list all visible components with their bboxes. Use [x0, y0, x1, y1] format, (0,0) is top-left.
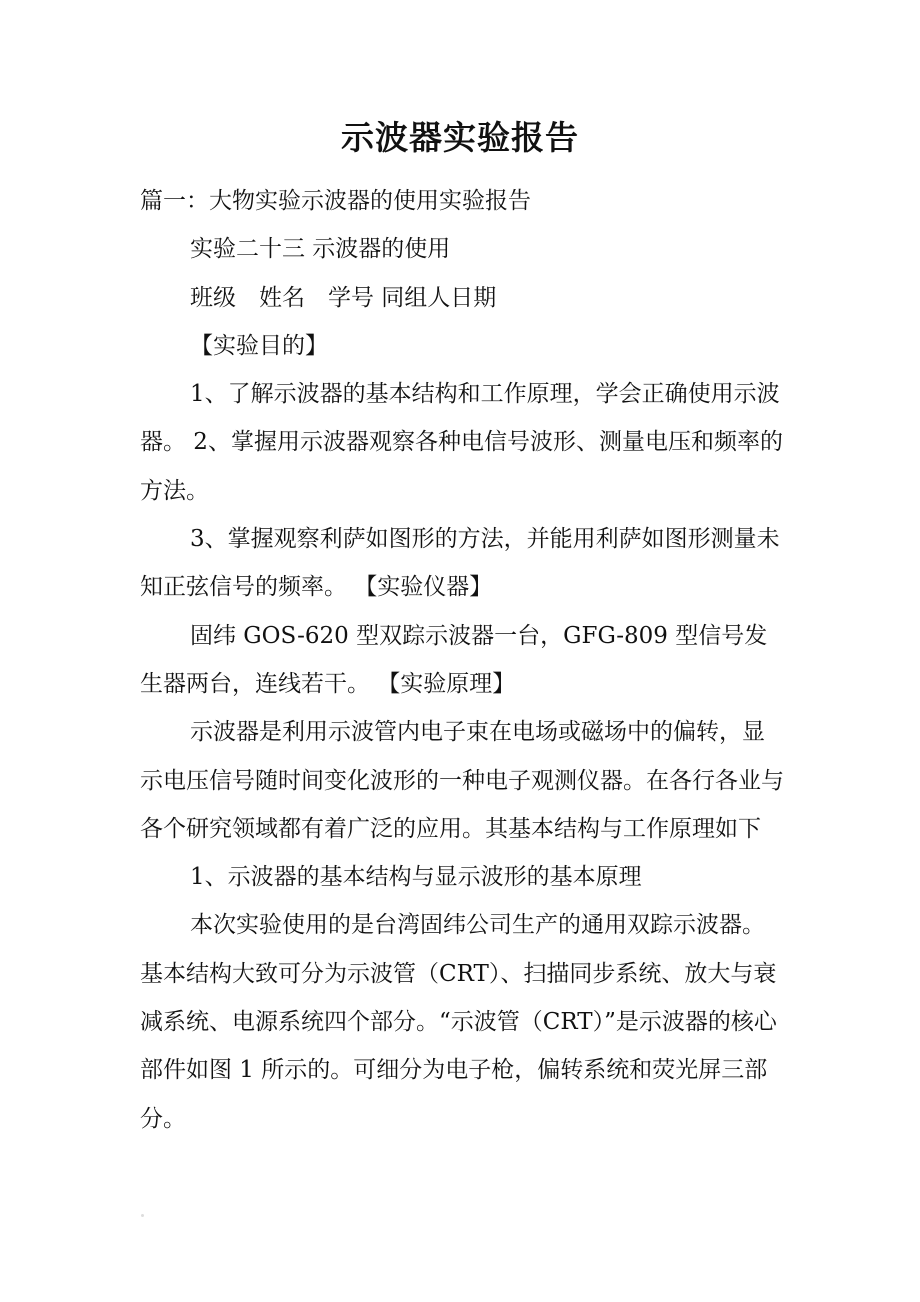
principle-paragraph: 示波器是利用示波管内电子束在电场或磁场中的偏转，显示电压信号随时间变化波形的一种电子观测仪器。在各行各业与各个研究领域都有着广泛的应用。其基本结构与工作原理如下 [140, 719, 784, 842]
purpose-heading: 【实验目的】 [190, 332, 328, 359]
purpose-paragraph-1: 1、了解示波器的基本结构和工作原理，学会正确使用示波器。 2、掌握用示波器观察各种电信号波形、测量电压和频率的方法。 [140, 381, 783, 504]
student-info-line: 班级 姓名 学号 同组人日期 [190, 284, 497, 311]
crt-paragraph: 本次实验使用的是台湾固纬公司生产的通用双踪示波器。基本结构大致可分为示波管（CRT）、扫描同步系统、放大与衰减系统、电源系统四个部分。“示波管（CRT）”是示波器的核心部件如图 1 所示的。可细分为电子枪，偏转系统和荧光屏三部分。 [140, 912, 777, 1132]
instruments-paragraph: 固纬 GOS-620 型双踪示波器一台，GFG-809 型信号发生器两台，连线若干。 【实验原理】 [140, 622, 768, 697]
experiment-title: 实验二十三 示波器的使用 [190, 236, 451, 263]
subsection-heading: 1、示波器的基本结构与显示波形的基本原理 [190, 864, 642, 891]
document-body [140, 177, 785, 1143]
scan-dot [141, 1214, 144, 1217]
document-title: 示波器实验报告 [341, 118, 579, 157]
purpose-paragraph-2: 3、掌握观察利萨如图形的方法，并能用利萨如图形测量未知正弦信号的频率。 【实验仪器】 [140, 526, 780, 601]
section-heading: 篇一：大物实验示波器的使用实验报告 [140, 188, 531, 214]
